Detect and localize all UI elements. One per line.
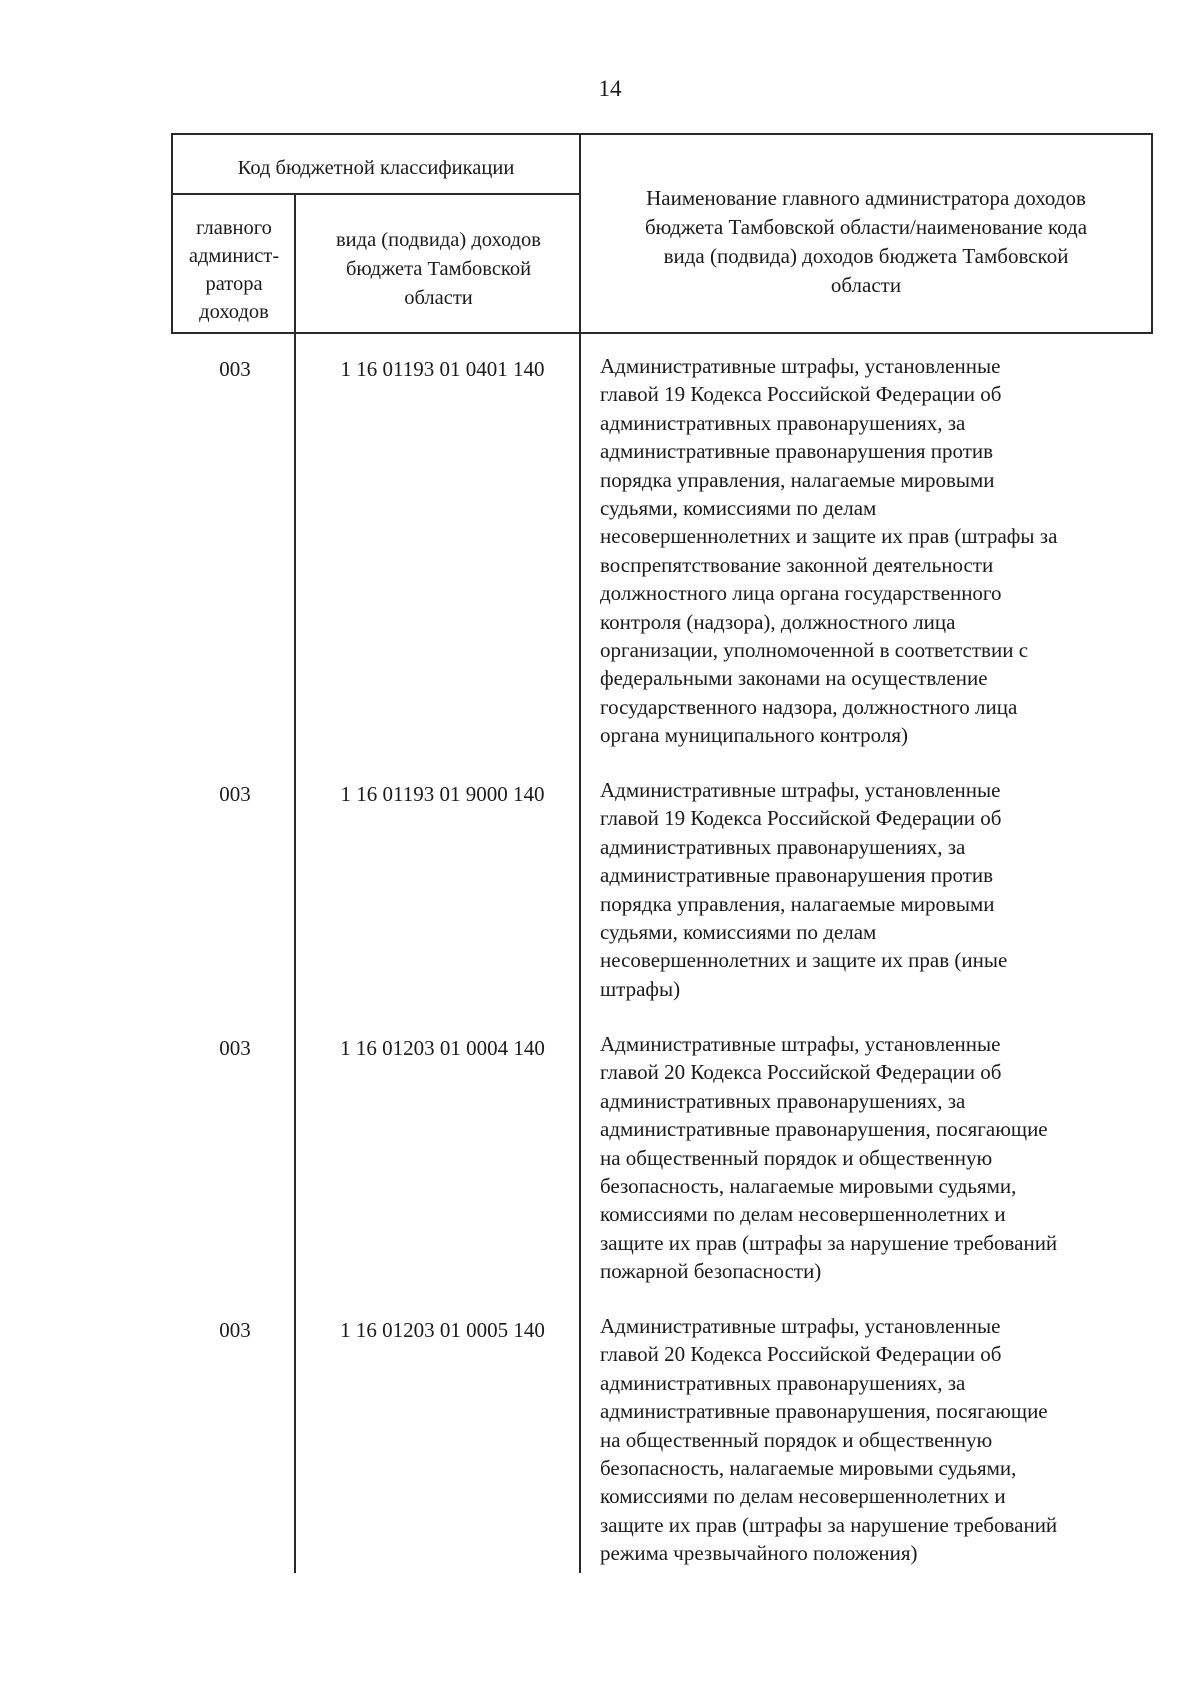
- income-description: Административные штрафы, установленные главой 20 Кодекса Российской Федерации об административных правонарушениях, за административные правонарушения, посягающие на общественный порядок и общественную безопасность, налагаемые мировыми судьями, комиссиями по делам несовершеннолетних и защите их прав (штрафы за нарушение требований пожарной безопасности): [600, 1032, 1058, 1284]
- admin-code: 003: [219, 782, 251, 806]
- header-main-administrator: главного админист- ратора доходов: [188, 217, 280, 323]
- income-description: Административные штрафы, установленные главой 19 Кодекса Российской Федерации об административных правонарушениях, за административные правонарушения против порядка управления, налагаемые мировыми судьями, комиссиями по делам несовершеннолетних и защите их прав (иные штрафы): [600, 778, 1008, 1001]
- table-left-border: [171, 133, 173, 334]
- table-top-border: [171, 133, 1152, 135]
- header-administrator-name: Наименование главного администратора доходов бюджета Тамбовской области/наименование кода вида (подвида) доходов бюджета Тамбовской области: [644, 186, 1088, 297]
- page-number: 14: [598, 76, 622, 101]
- header-budget-classification-code: Код бюджетной классификации: [237, 157, 515, 179]
- header-income-type: вида (подвида) доходов бюджета Тамбовской области: [336, 229, 541, 309]
- admin-code: 003: [219, 1318, 251, 1342]
- income-code: 1 16 01203 01 0004 140: [340, 1036, 545, 1060]
- income-code: 1 16 01203 01 0005 140: [340, 1318, 545, 1342]
- admin-code: 003: [219, 1036, 251, 1060]
- income-code: 1 16 01193 01 0401 140: [340, 357, 545, 381]
- column-divider-1: [294, 193, 296, 1573]
- table-right-border: [1151, 133, 1153, 334]
- column-divider-2: [579, 133, 581, 1573]
- income-code: 1 16 01193 01 9000 140: [340, 782, 545, 806]
- income-description: Административные штрафы, установленные главой 19 Кодекса Российской Федерации об административных правонарушениях, за административные правонарушения против порядка управления, налагаемые мировыми судьями, комиссиями по делам несовершеннолетних и защите их прав (штрафы за воспрепятствование законной деятельности должностного лица органа государственного контроля (надзора), должностного лица организации, уполномоченной в соответствии с федеральными законами на осуществление государственного надзора, должностного лица органа муниципального контроля): [600, 354, 1058, 748]
- header-bottom-border: [171, 332, 1152, 334]
- header-group-divider: [171, 193, 580, 195]
- income-description: Административные штрафы, установленные главой 20 Кодекса Российской Федерации об административных правонарушениях, за административные правонарушения, посягающие на общественный порядок и общественную безопасность, налагаемые мировыми судьями, комиссиями по делам несовершеннолетних и защите их прав (штрафы за нарушение требований режима чрезвычайного положения): [600, 1314, 1058, 1566]
- admin-code: 003: [219, 357, 251, 381]
